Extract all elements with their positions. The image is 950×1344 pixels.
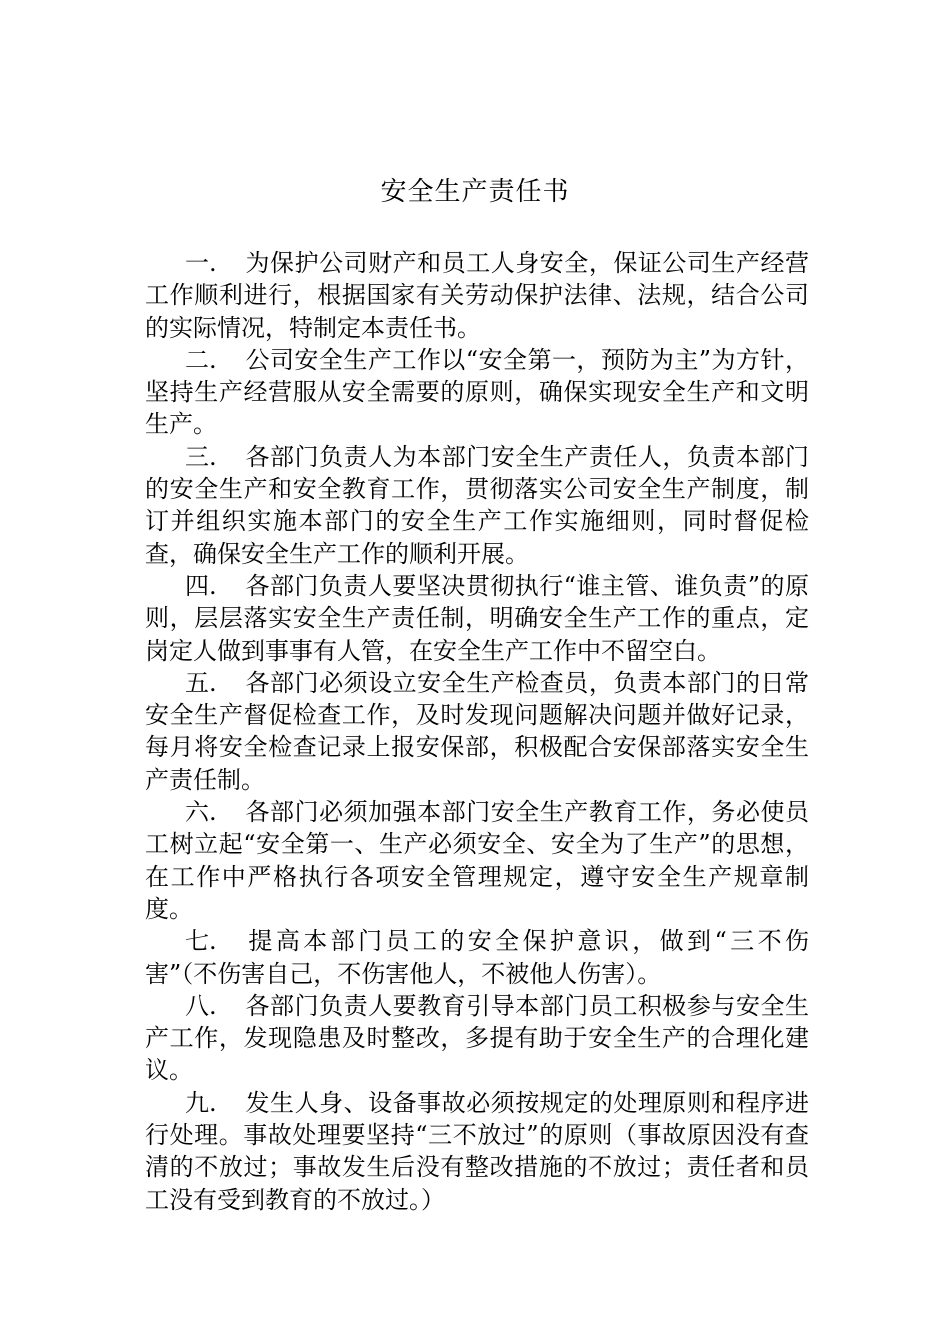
clause-number: 九. — [185, 1088, 217, 1117]
clause-text: 各部门负责人为本部门安全生产责任人，负责本部门的安全生产和安全教育工作，贯彻落实公司安全生产制度，制订并组织实施本部门的安全生产工作实施细则，同时督促检查，确保安全生产工作的顺利开展。 — [145, 442, 809, 568]
clause-3 — [145, 441, 809, 570]
clause-1 — [145, 247, 809, 344]
clause-text: 各部门必须加强本部门安全生产教育工作，务必使员工树立起“安全第一、生产必须安全、安全为了生产”的思想，在工作中严格执行各项安全管理规定，遵守安全生产规章制度。 — [145, 798, 809, 923]
clause-number: 五. — [185, 668, 217, 697]
clause-number: 三. — [185, 442, 217, 471]
clause-9 — [145, 1087, 809, 1216]
clause-number: 一. — [185, 249, 217, 277]
clause-text: 公司安全生产工作以“安全第一，预防为主”为方针，坚持生产经营服从安全需要的原则，确保实现安全生产和文明生产。 — [145, 345, 809, 439]
clause-8 — [145, 990, 809, 1087]
clause-7 — [145, 925, 809, 990]
clause-number: 七. — [185, 927, 217, 956]
clause-4 — [145, 570, 809, 667]
document-body — [145, 247, 809, 1216]
clause-number: 二. — [185, 345, 217, 374]
clause-number: 八. — [185, 991, 217, 1020]
clause-text: 提高本部门员工的安全保护意识，做到“三不伤害”（不伤害自己，不伤害他人，不被他人伤害）。 — [145, 927, 809, 988]
clause-6 — [145, 796, 809, 925]
clause-text: 发生人身、设备事故必须按规定的处理原则和程序进行处理。事故处理要坚持“三不放过”的原则（事故原因没有查清的不放过；事故发生后没有整改措施的不放过；责任者和员工没有受到教育的不放过。） — [145, 1088, 809, 1214]
clause-text: 各部门负责人要教育引导本部门员工积极参与安全生产工作，发现隐患及时整改，多提有助于安全生产的合理化建议。 — [145, 991, 809, 1085]
clause-text: 各部门负责人要坚决贯彻执行“谁主管、谁负责”的原则，层层落实安全生产责任制，明确安全生产工作的重点，定岗定人做到事事有人管，在安全生产工作中不留空白。 — [145, 571, 809, 665]
clause-text: 为保护公司财产和员工人身安全，保证公司生产经营工作顺利进行，根据国家有关劳动保护法律、法规，结合公司的实际情况，特制定本责任书。 — [145, 249, 809, 342]
clause-number: 四. — [185, 571, 217, 600]
clause-5 — [145, 667, 809, 796]
clause-text: 各部门必须设立安全生产检查员，负责本部门的日常安全生产督促检查工作，及时发现问题解决问题并做好记录，每月将安全检查记录上报安保部，积极配合安保部落实安全生产责任制。 — [145, 668, 809, 794]
document-title: 安全生产责任书 — [380, 177, 570, 207]
clause-2 — [145, 344, 809, 441]
clause-number: 六. — [185, 798, 217, 827]
